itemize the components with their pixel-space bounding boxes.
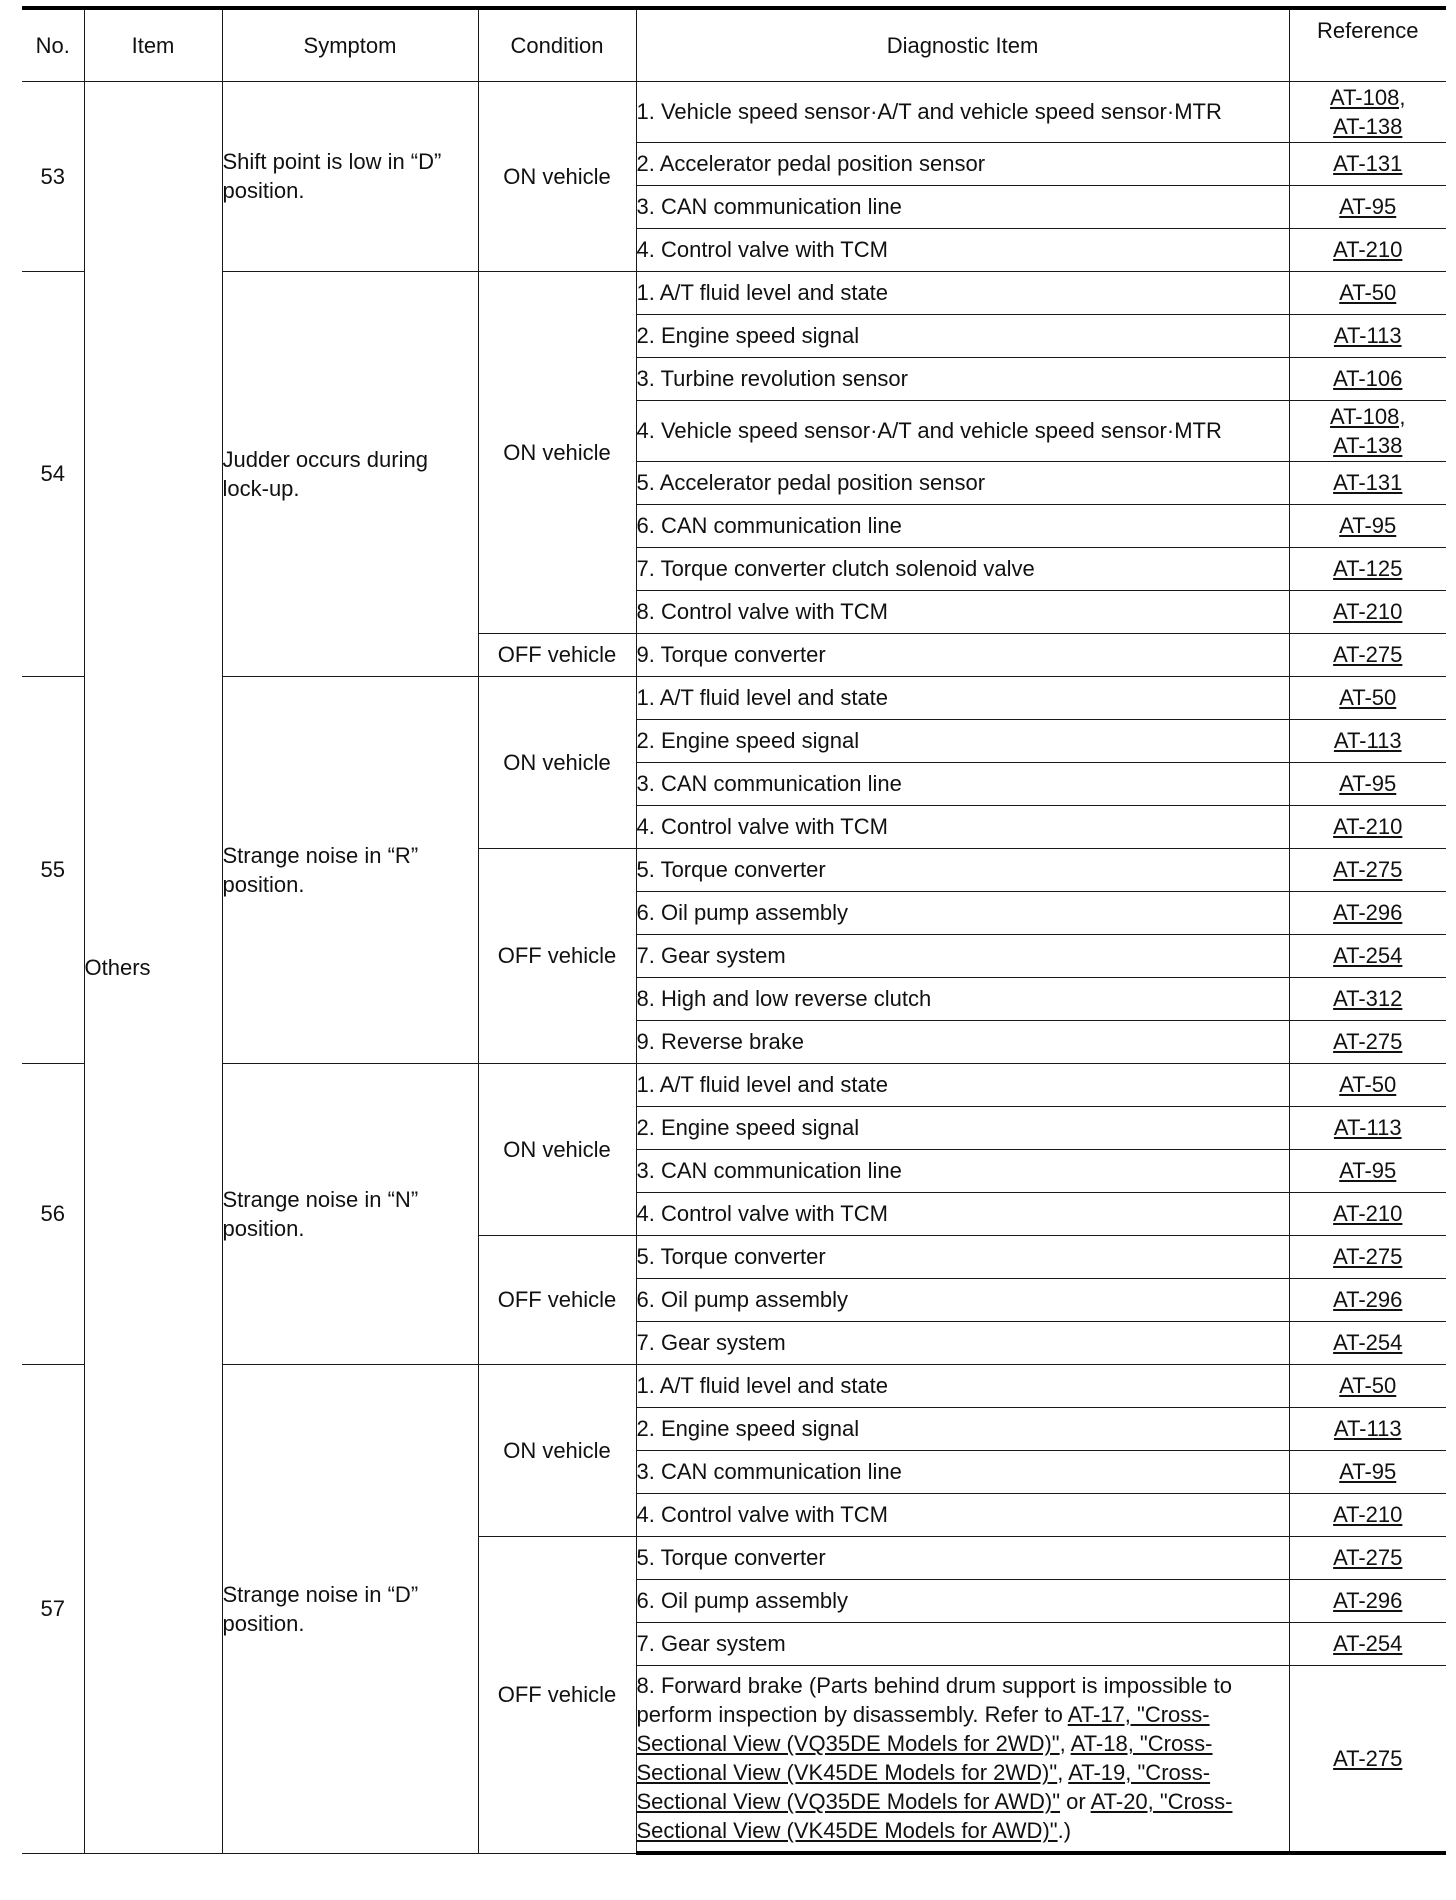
reference-cell [1289, 848, 1446, 891]
condition-cell: OFF vehicle [478, 848, 636, 1063]
reference-link[interactable]: AT-95 [1339, 194, 1397, 219]
reference-cell [1289, 977, 1446, 1020]
diagnostic-item [636, 1665, 1289, 1853]
table-row [22, 81, 1446, 142]
reference-link[interactable]: AT-50 [1339, 1373, 1397, 1398]
reference-cell [1289, 314, 1446, 357]
reference-link[interactable]: AT-113 [1333, 728, 1402, 753]
symptom-cell: Shift point is low in “D” position. [222, 81, 478, 271]
diagnostic-text: .) [1057, 1818, 1072, 1844]
reference-link[interactable]: AT-254 [1333, 1631, 1403, 1656]
reference-cell [1289, 1665, 1446, 1853]
table-body [22, 81, 1446, 1853]
diagnostic-item: 6. Oil pump assembly [636, 1579, 1289, 1622]
diagnostic-text: , [1057, 1760, 1069, 1786]
reference-cell [1289, 547, 1446, 590]
condition-cell: ON vehicle [478, 81, 636, 271]
reference-link[interactable]: AT-131 [1333, 151, 1403, 176]
reference-cell [1289, 1407, 1446, 1450]
reference-cell [1289, 805, 1446, 848]
reference-link[interactable]: AT-210 [1333, 814, 1403, 839]
reference-cell [1289, 1321, 1446, 1364]
row-number: 54 [22, 271, 84, 676]
diagnostic-item: 3. CAN communication line [636, 1450, 1289, 1493]
cross-reference-link[interactable]: AT-18, "Cross-Sectional View (VK45DE Models for 2WD)" [636, 1731, 1213, 1786]
diagnostic-item: 6. Oil pump assembly [636, 891, 1289, 934]
condition-cell: OFF vehicle [478, 1235, 636, 1364]
diagnostic-item: 5. Torque converter [636, 848, 1289, 891]
reference-cell [1289, 1149, 1446, 1192]
symptom-cell: Judder occurs during lock-up. [222, 271, 478, 676]
header-item: Item [84, 8, 222, 81]
reference-link[interactable]: AT-95 [1339, 513, 1397, 538]
diagnostic-item: 3. CAN communication line [636, 185, 1289, 228]
reference-cell [1289, 676, 1446, 719]
diagnostic-item: 7. Gear system [636, 1321, 1289, 1364]
diagnostic-item: 8. High and low reverse clutch [636, 977, 1289, 1020]
symptom-cell: Strange noise in “D” position. [222, 1364, 478, 1853]
header-reference: Reference [1289, 8, 1446, 81]
header-row [22, 8, 1446, 81]
reference-link[interactable]: AT-106 [1333, 366, 1403, 391]
reference-cell [1289, 633, 1446, 676]
reference-cell [1289, 1192, 1446, 1235]
reference-link[interactable]: AT-254 [1333, 943, 1403, 968]
reference-cell [1289, 719, 1446, 762]
reference-cell [1289, 228, 1446, 271]
reference-link[interactable]: AT-108, [1330, 403, 1406, 429]
reference-link[interactable]: AT-113 [1333, 1115, 1402, 1140]
reference-link[interactable]: AT-275 [1333, 642, 1403, 667]
reference-link[interactable]: AT-275 [1333, 1745, 1403, 1771]
reference-link[interactable]: AT-95 [1339, 1158, 1397, 1183]
reference-link[interactable]: AT-95 [1339, 1459, 1397, 1484]
reference-link[interactable]: AT-254 [1333, 1330, 1403, 1355]
reference-link[interactable]: AT-138 [1333, 432, 1403, 458]
diagnostic-item: 4. Control valve with TCM [636, 805, 1289, 848]
row-number: 56 [22, 1063, 84, 1364]
diagnostic-item: 5. Torque converter [636, 1536, 1289, 1579]
diagnostic-item: 2. Engine speed signal [636, 1407, 1289, 1450]
table-row [22, 1364, 1446, 1407]
table-row [22, 1063, 1446, 1106]
reference-link[interactable]: AT-113 [1333, 1416, 1402, 1441]
diagnostic-item: 5. Torque converter [636, 1235, 1289, 1278]
diagnostic-text: or [1060, 1789, 1091, 1815]
row-number: 57 [22, 1364, 84, 1853]
row-number: 55 [22, 676, 84, 1063]
condition-cell: OFF vehicle [478, 1536, 636, 1853]
reference-cell [1289, 891, 1446, 934]
reference-cell [1289, 271, 1446, 314]
cross-reference-link[interactable]: AT-19, "Cross-Sectional View (VQ35DE Models for AWD)" [636, 1760, 1211, 1815]
reference-cell [1289, 1364, 1446, 1407]
symptom-cell: Strange noise in “R” position. [222, 676, 478, 1063]
reference-link[interactable]: AT-296 [1333, 900, 1403, 925]
diagnostic-item: 1. A/T fluid level and state [636, 271, 1289, 314]
reference-cell [1289, 504, 1446, 547]
row-number: 53 [22, 81, 84, 271]
condition-cell: ON vehicle [478, 676, 636, 848]
table-row [22, 676, 1446, 719]
diagnostic-item: 6. Oil pump assembly [636, 1278, 1289, 1321]
cross-reference-link[interactable]: AT-17, "Cross-Sectional View (VQ35DE Models for 2WD)" [636, 1702, 1210, 1757]
reference-link[interactable]: AT-125 [1333, 556, 1403, 581]
reference-cell [1289, 934, 1446, 977]
diagnostic-item: 2. Accelerator pedal position sensor [636, 142, 1289, 185]
diagnostic-text: 8. Forward brake (Parts behind drum support is impossible to perform inspection by disassembly. Refer to [636, 1673, 1232, 1728]
reference-link[interactable]: AT-210 [1333, 1502, 1403, 1527]
reference-cell [1289, 1622, 1446, 1665]
reference-link[interactable]: AT-275 [1333, 857, 1403, 882]
reference-link[interactable]: AT-210 [1333, 599, 1403, 624]
reference-cell [1289, 81, 1446, 142]
diagnostic-item: 2. Engine speed signal [636, 314, 1289, 357]
reference-link[interactable]: AT-275 [1333, 1029, 1403, 1054]
diagnostic-item: 4. Vehicle speed sensor·A/T and vehicle speed sensor·MTR [636, 400, 1289, 461]
reference-cell [1289, 1063, 1446, 1106]
diagnostic-item: 4. Control valve with TCM [636, 228, 1289, 271]
diagnostic-item: 4. Control valve with TCM [636, 1493, 1289, 1536]
diagnostic-item: 1. A/T fluid level and state [636, 1364, 1289, 1407]
symptom-cell: Strange noise in “N” position. [222, 1063, 478, 1364]
condition-cell: OFF vehicle [478, 633, 636, 676]
reference-cell [1289, 1278, 1446, 1321]
reference-link[interactable]: AT-138 [1333, 113, 1403, 139]
diagnostic-item: 9. Reverse brake [636, 1020, 1289, 1063]
diagnostic-item: 1. A/T fluid level and state [636, 1063, 1289, 1106]
diagnostic-item: 9. Torque converter [636, 633, 1289, 676]
header-condition: Condition [478, 8, 636, 81]
diagnostic-item: 1. A/T fluid level and state [636, 676, 1289, 719]
diagnostic-item: 7. Torque converter clutch solenoid valve [636, 547, 1289, 590]
condition-cell: ON vehicle [478, 1063, 636, 1235]
reference-cell [1289, 1106, 1446, 1149]
diagnostic-item: 5. Accelerator pedal position sensor [636, 461, 1289, 504]
diagnostic-item: 3. Turbine revolution sensor [636, 357, 1289, 400]
reference-cell [1289, 185, 1446, 228]
diagnostic-item: 2. Engine speed signal [636, 1106, 1289, 1149]
header-symptom: Symptom [222, 8, 478, 81]
diagnostic-item: 8. Control valve with TCM [636, 590, 1289, 633]
reference-cell [1289, 1536, 1446, 1579]
reference-cell [1289, 762, 1446, 805]
diagnostic-item: 4. Control valve with TCM [636, 1192, 1289, 1235]
diagnostic-item: 3. CAN communication line [636, 762, 1289, 805]
reference-cell [1289, 1235, 1446, 1278]
reference-link[interactable]: AT-312 [1333, 986, 1403, 1011]
diagnostic-item: 6. CAN communication line [636, 504, 1289, 547]
reference-link[interactable]: AT-275 [1333, 1244, 1403, 1269]
header-no: No. [22, 8, 84, 81]
reference-link[interactable]: AT-296 [1333, 1588, 1403, 1613]
condition-cell: ON vehicle [478, 1364, 636, 1536]
reference-link[interactable]: AT-131 [1333, 470, 1403, 495]
reference-cell [1289, 1493, 1446, 1536]
condition-cell: ON vehicle [478, 271, 636, 633]
reference-cell [1289, 1579, 1446, 1622]
reference-link[interactable]: AT-50 [1339, 280, 1397, 305]
reference-cell [1289, 590, 1446, 633]
diagnostic-text: , [1059, 1731, 1071, 1757]
reference-cell [1289, 142, 1446, 185]
reference-link[interactable]: AT-95 [1339, 771, 1397, 796]
reference-link[interactable]: AT-210 [1333, 237, 1403, 262]
diagnostic-item: 2. Engine speed signal [636, 719, 1289, 762]
reference-link[interactable]: AT-275 [1333, 1545, 1403, 1570]
reference-link[interactable]: AT-50 [1339, 685, 1397, 710]
diagnostic-item: 1. Vehicle speed sensor·A/T and vehicle speed sensor·MTR [636, 81, 1289, 142]
reference-cell [1289, 1020, 1446, 1063]
reference-cell [1289, 357, 1446, 400]
diagnostic-item: 3. CAN communication line [636, 1149, 1289, 1192]
diagnostic-item: 7. Gear system [636, 1622, 1289, 1665]
cross-reference-link[interactable]: AT-20, "Cross-Sectional View (VK45DE Models for AWD)" [636, 1789, 1233, 1844]
reference-link[interactable]: AT-113 [1333, 323, 1402, 348]
reference-cell [1289, 461, 1446, 504]
reference-cell [1289, 400, 1446, 461]
reference-link[interactable]: AT-50 [1339, 1072, 1397, 1097]
diagnosis-table [22, 6, 1446, 1855]
reference-link[interactable]: AT-296 [1333, 1287, 1403, 1312]
header-diagnostic-item: Diagnostic Item [636, 8, 1289, 81]
reference-cell [1289, 1450, 1446, 1493]
reference-link[interactable]: AT-108, [1330, 84, 1406, 110]
table-row [22, 271, 1446, 314]
reference-link[interactable]: AT-210 [1333, 1201, 1403, 1226]
item-cell: Others [84, 81, 222, 1853]
diagnostic-item: 7. Gear system [636, 934, 1289, 977]
